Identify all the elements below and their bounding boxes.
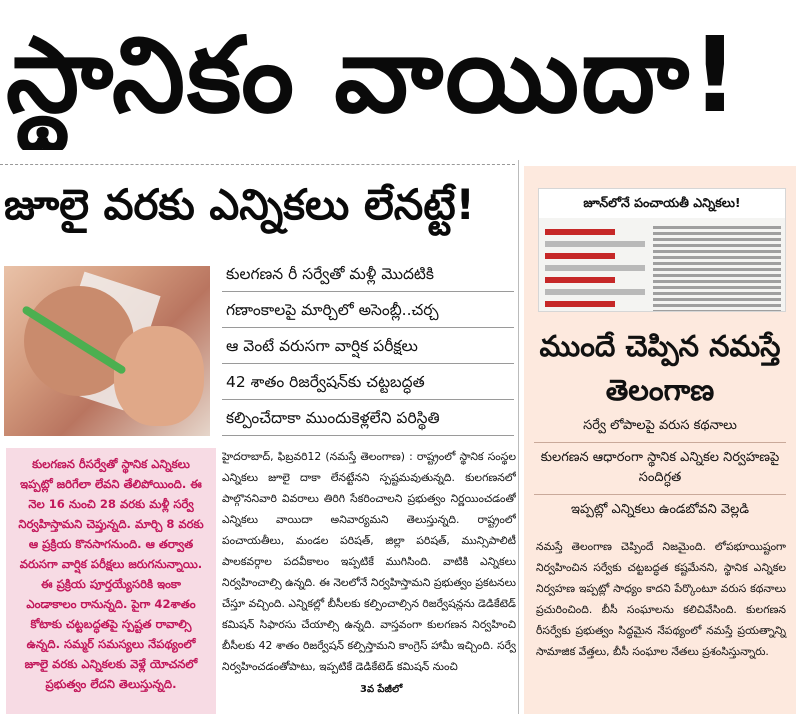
sidebar-subline: ఇప్పట్లో ఎన్నికలు ఉండబోవని వెల్లడి [570, 502, 750, 517]
sidebar-body: నమస్తే తెలంగాణ చెప్పిందే నిజమైంది. లోపభూయిష్టంగా నిర్వహించిన సర్వేకు చట్టబద్ధత కష్టమేనని, స్థానిక ఎన్నికల నిర్వహణ ఇప్పట్లో సాధ్యం కాదని పేర్కొంటూ వరుస కథనాలు ప్రచురించింది. బీసీ సంఘాలను కలిచివేసింది. కులగణన రీసర్వేకు ప్రభుత్వం సిద్ధమైన నేపథ్యంలో నమస్తే ప్రయత్నాన్ని సామాజిక వేత్తలు, బీసీ సంఘాల నేతలు ప్రశంసిస్తున్నారు. [536, 540, 786, 658]
divider [534, 494, 786, 495]
key-point: కల్పించేదాకా ముందుకెళ్లలేని పరిస్థితి [222, 400, 514, 436]
column-divider [518, 160, 519, 714]
continue-label: 3వ పేజీలో [356, 683, 406, 697]
clipping-text-lines [653, 223, 781, 312]
sidebar-title: ముందే చెప్పిన నమస్తే తెలంగాణ [539, 329, 781, 407]
key-point: ఆ వెంటే వరుసగా వార్షిక పరీక్షలు [222, 328, 514, 364]
article-body: హైదరాబాద్, ఫిబ్రవరి12 (నమస్తే తెలంగాణ) : రాష్ట్రంలో స్థానిక సంస్థల ఎన్నికలు జూలై దాకా లేనట్టేనని స్పష్టమవుతున్నది. కులగణనలో పాల్గొననివారి వివరాలు తిరిగి సేకరించాలని ప్రభుత్వం నిర్ణయించడంతో ఎన్నికలు వాయిదా అనివార్యమని తెలుస్తున్నది. రాష్ట్రంలో పంచాయతీలు, మండల పరిషత్, జిల్లా పరిషత్, మున్సిపాలిటీ పాలకవర్గాల పదవీకాలం ఇప్పటికే ముగిసింది. వాటికి ఎన్నికలు నిర్వహించాల్సి ఉన్నది. ఈ నెలలోనే నిర్వహిస్తామని ప్రభుత్వం ప్రకటనలు చేస్తూ వచ్చింది. ఎన్నికల్లో బీసీలకు కల్పించాల్సిన రిజర్వేషన్లను డెడికేటెడ్ కమిషన్ సిఫారసు చేయాల్సి ఉన్నది. వాస్తవంగా కులగణన నిర్వహించి బీసీలకు 42 శాతం రిజర్వేషన్ కల్పిస్తామని కాంగ్రెస్ హామీ ఇచ్చింది. సర్వే నిర్వహించడంతోపాటు, ఇప్పటికే డెడికేటెడ్ కమిషన్ నుంచి [222, 450, 516, 673]
key-point: గణాంకాలపై మార్చిలో అసెంబ్లీ..చర్చ [222, 292, 514, 328]
divider [0, 164, 515, 165]
key-point: కులగణన రీ సర్వేతో మళ్లీ మొదటికి [222, 256, 514, 292]
sidebar-subline: కులగణన ఆధారంగా స్థానిక ఎన్నికల నిర్వహణపై సందిగ్ధత [540, 450, 780, 485]
sidebar-panel [524, 166, 796, 714]
newspaper-clipping [538, 188, 786, 312]
sidebar-subline: సర్వే లోపాలపై వరుస కథనాలు [583, 418, 737, 433]
highlight-text: కులగణన రీసర్వేతో స్థానిక ఎన్నికలు ఇప్పట్లో జరిగేలా లేవని తేలిపోయింది. ఈ నెల 16 నుంచి 28 వరకు మళ్లీ సర్వే నిర్వహిస్తామని చెప్తున్నది. మార్చి 8 వరకు ఆ ప్రక్రియ కొనసాగనుంది. ఆ తర్వాత వరుసగా వార్షిక పరీక్షలు జరుగనున్నాయి. ఈ ప్రక్రియ పూర్తయ్యేసరికి ఇంకా ఎండాకాలం రానున్నది. పైగా 42శాతం కోటాకు చట్టబద్ధతపై స్పష్టత రావాల్సి ఉన్నది. సమ్మర్ సమస్యలు నేపథ్యంలో జూలై వరకు ఎన్నికలకు వెళ్లే యోచనలో ప్రభుత్వం లేదని తెలుస్తున్నది. [18, 457, 204, 691]
hand-shape [114, 326, 204, 426]
clipping-title: జూన్‌లోనే పంచాయతీ ఎన్నికలు! [539, 189, 785, 218]
clipping-bullets [545, 223, 645, 312]
voter-finger-photo [4, 266, 210, 436]
key-points [222, 256, 514, 436]
subheadline: జూలై వరకు ఎన్నికలు లేనట్టే! [4, 180, 475, 229]
key-point: 42 శాతం రిజర్వేషన్‌కు చట్టబద్ధత [222, 364, 514, 400]
highlight-box [6, 448, 216, 714]
divider [534, 442, 786, 443]
page-headline: స్థానికం వాయిదా! [6, 14, 741, 136]
